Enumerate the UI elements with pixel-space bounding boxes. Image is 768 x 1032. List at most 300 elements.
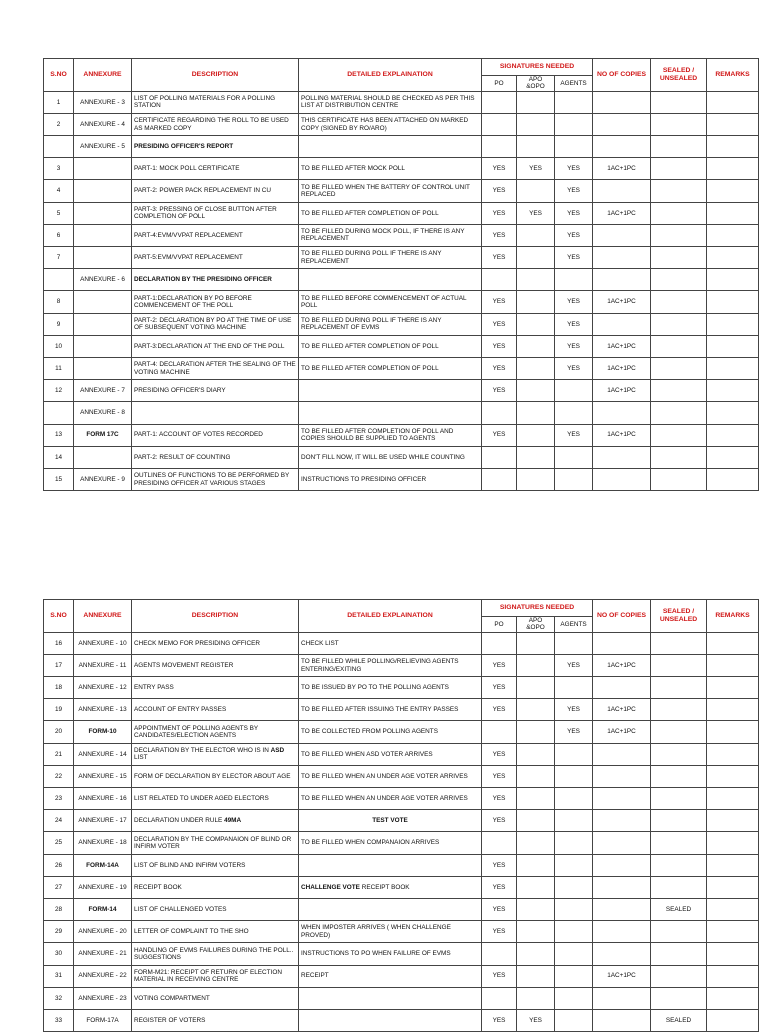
sealed-cell <box>651 987 707 1009</box>
apo-opo-signature-cell <box>517 699 555 721</box>
annexure-cell: ANNEXURE - 6 <box>74 269 132 291</box>
apo-opo-signature-cell <box>517 987 555 1009</box>
description-text: PART-4: DECLARATION AFTER THE SEALING OF THE VOTING MACHINE <box>134 361 296 376</box>
explanation-cell <box>299 291 482 313</box>
remarks-cell <box>707 402 759 424</box>
table-row <box>44 898 759 920</box>
table-row <box>44 699 759 721</box>
table-row <box>44 965 759 987</box>
header-signatures-needed: SIGNATURES NEEDED <box>482 59 593 76</box>
table-row <box>44 136 759 158</box>
description-text: CERTIFICATE REGARDING THE ROLL TO BE USED AS MARKED COPY <box>134 117 289 132</box>
table-row <box>44 721 759 743</box>
table-row <box>44 113 759 135</box>
explanation-cell <box>299 269 482 291</box>
sealed-cell <box>651 446 707 468</box>
po-signature-cell <box>482 113 517 135</box>
description-text: PART-3: PRESSING OF CLOSE BUTTON AFTER COMPLETION OF POLL <box>134 205 277 221</box>
copies-cell <box>593 1009 651 1031</box>
explanation-text: TO BE FILLED WHILE POLLING/RELIEVING AGENTS ENTERING/EXITING <box>301 658 459 673</box>
annexure-cell: ANNEXURE - 8 <box>74 402 132 424</box>
description-cell <box>132 965 299 987</box>
explanation-cell <box>299 765 482 787</box>
sealed-cell <box>651 158 707 180</box>
sealed-cell <box>651 832 707 854</box>
sno-cell: 33 <box>44 1009 74 1031</box>
description-text: APPOINTMENT OF POLLING AGENTS BY CANDIDATES/ELECTION AGENTS <box>134 724 259 740</box>
copies-cell: 1AC+1PC <box>593 357 651 379</box>
header-description: DESCRIPTION <box>132 59 299 92</box>
sno-cell: 8 <box>44 291 74 313</box>
sealed-cell <box>651 136 707 158</box>
description-cell <box>132 1009 299 1031</box>
table-row <box>44 446 759 468</box>
description-cell <box>132 357 299 379</box>
description-cell <box>132 136 299 158</box>
po-signature-cell: YES <box>482 788 517 810</box>
explanation-text: INSTRUCTIONS TO PO WHEN FAILURE OF EVMS <box>301 950 451 958</box>
annexure-cell: FORM 17C <box>74 424 132 446</box>
agents-signature-cell: YES <box>555 291 593 313</box>
explanation-text: WHEN IMPOSTER ARRIVES ( WHEN CHALLENGE PROVED) <box>301 924 451 939</box>
explanation-text: TO BE FILLED WHEN COMPANAION ARRIVES <box>301 839 440 847</box>
po-signature-cell <box>482 402 517 424</box>
table-row <box>44 380 759 402</box>
annexure-cell: ANNEXURE - 20 <box>74 921 132 943</box>
explanation-text: THIS CERTIFICATE HAS BEEN ATTACHED ON MARKED COPY (SIGNED BY RO/ARO) <box>301 117 469 132</box>
explanation-cell <box>299 402 482 424</box>
explanation-cell <box>299 357 482 379</box>
copies-cell <box>593 247 651 269</box>
explanation-cell <box>299 965 482 987</box>
po-signature-cell: YES <box>482 677 517 699</box>
annexure-cell: ANNEXURE - 12 <box>74 677 132 699</box>
apo-opo-signature-cell <box>517 91 555 113</box>
remarks-cell <box>707 943 759 965</box>
apo-opo-signature-cell <box>517 136 555 158</box>
po-signature-cell: YES <box>482 898 517 920</box>
agents-signature-cell: YES <box>555 335 593 357</box>
annexure-cell: ANNEXURE - 22 <box>74 965 132 987</box>
remarks-cell <box>707 247 759 269</box>
sealed-cell: SEALED <box>651 1009 707 1031</box>
remarks-cell <box>707 921 759 943</box>
apo-opo-signature-cell <box>517 721 555 743</box>
explanation-text: CHECK LIST <box>301 639 339 647</box>
description-cell <box>132 313 299 335</box>
po-signature-cell: YES <box>482 1009 517 1031</box>
apo-opo-signature-cell <box>517 269 555 291</box>
apo-opo-signature-cell <box>517 446 555 468</box>
remarks-cell <box>707 136 759 158</box>
agents-signature-cell <box>555 921 593 943</box>
explanation-text: TO BE FILLED AFTER ISSUING THE ENTRY PASSES <box>301 706 459 714</box>
copies-cell <box>593 921 651 943</box>
annexure-cell: ANNEXURE - 4 <box>74 113 132 135</box>
annexure-cell <box>74 224 132 246</box>
sno-cell: 26 <box>44 854 74 876</box>
sno-cell: 20 <box>44 721 74 743</box>
table-2-body <box>44 632 759 1031</box>
sealed-cell <box>651 380 707 402</box>
agents-signature-cell: YES <box>555 247 593 269</box>
description-text: PART-1: ACCOUNT OF VOTES RECORDED <box>134 431 263 439</box>
sealed-cell <box>651 854 707 876</box>
description-cell <box>132 91 299 113</box>
sealed-cell <box>651 313 707 335</box>
po-signature-cell: YES <box>482 158 517 180</box>
agents-signature-cell <box>555 402 593 424</box>
table-row <box>44 654 759 676</box>
copies-cell <box>593 677 651 699</box>
description-text: PART-2: POWER PACK REPLACEMENT IN CU <box>134 187 271 195</box>
copies-cell: 1AC+1PC <box>593 699 651 721</box>
description-text: FORM-M21: RECEIPT OF RETURN OF ELECTION MATERIAL IN RECEIVING CENTRE <box>134 968 282 984</box>
po-signature-cell <box>482 632 517 654</box>
table-row <box>44 765 759 787</box>
annexure-cell: ANNEXURE - 15 <box>74 765 132 787</box>
agents-signature-cell <box>555 765 593 787</box>
explanation-text: POLLING MATERIAL SHOULD BE CHECKED AS PER THIS LIST AT DISTRIBUTION CENTRE <box>301 94 475 110</box>
copies-cell <box>593 632 651 654</box>
header-remarks: REMARKS <box>707 600 759 633</box>
annexure-cell: ANNEXURE - 19 <box>74 876 132 898</box>
explanation-text: TO BE FILLED AFTER MOCK POLL <box>301 165 405 173</box>
annexure-cell: ANNEXURE - 7 <box>74 380 132 402</box>
remarks-cell <box>707 91 759 113</box>
apo-opo-signature-cell: YES <box>517 158 555 180</box>
remarks-cell <box>707 380 759 402</box>
annexure-cell <box>74 180 132 202</box>
description-text: HANDLING OF EVMS FAILURES DURING THE POLL.. SUGGESTIONS <box>134 946 294 961</box>
copies-cell: 1AC+1PC <box>593 654 651 676</box>
description-text: LIST OF CHALLENGED VOTES <box>134 905 227 913</box>
copies-cell <box>593 788 651 810</box>
annexure-cell <box>74 446 132 468</box>
explanation-text: TO BE FILLED BEFORE COMMENCEMENT OF ACTUAL POLL <box>301 294 467 309</box>
remarks-cell <box>707 446 759 468</box>
remarks-cell <box>707 291 759 313</box>
description-cell <box>132 632 299 654</box>
explanation-cell <box>299 699 482 721</box>
explanation-cell <box>299 788 482 810</box>
sno-cell: 6 <box>44 224 74 246</box>
apo-opo-signature-cell <box>517 402 555 424</box>
explanation-cell <box>299 202 482 224</box>
explanation-text: TO BE FILLED WHEN AN UNDER AGE VOTER ARRIVES <box>301 772 468 780</box>
sno-cell: 14 <box>44 446 74 468</box>
copies-cell <box>593 136 651 158</box>
remarks-cell <box>707 158 759 180</box>
annexure-cell <box>74 202 132 224</box>
table-row <box>44 269 759 291</box>
apo-opo-signature-cell <box>517 743 555 765</box>
apo-opo-signature-cell <box>517 468 555 490</box>
sno-cell <box>44 402 74 424</box>
description-cell <box>132 224 299 246</box>
po-signature-cell <box>482 832 517 854</box>
po-signature-cell <box>482 943 517 965</box>
table-row <box>44 424 759 446</box>
apo-opo-signature-cell: YES <box>517 202 555 224</box>
agents-signature-cell <box>555 136 593 158</box>
explanation-text: TO BE FILLED DURING POLL IF THERE IS ANY REPLACEMENT <box>301 250 442 265</box>
annexure-cell: FORM-14A <box>74 854 132 876</box>
agents-signature-cell <box>555 632 593 654</box>
explanation-cell <box>299 158 482 180</box>
remarks-cell <box>707 269 759 291</box>
agents-signature-cell: YES <box>555 313 593 335</box>
copies-cell <box>593 313 651 335</box>
sno-cell: 23 <box>44 788 74 810</box>
explanation-cell <box>299 224 482 246</box>
sealed-cell <box>651 743 707 765</box>
remarks-cell <box>707 224 759 246</box>
apo-opo-signature-cell <box>517 180 555 202</box>
header-sno: S.NO <box>44 59 74 92</box>
remarks-cell <box>707 202 759 224</box>
explanation-cell <box>299 632 482 654</box>
sno-cell: 4 <box>44 180 74 202</box>
description-text: ACCOUNT OF ENTRY PASSES <box>134 706 227 714</box>
sno-cell: 25 <box>44 832 74 854</box>
description-cell <box>132 247 299 269</box>
agents-signature-cell <box>555 446 593 468</box>
annexure-cell <box>74 291 132 313</box>
remarks-cell <box>707 987 759 1009</box>
explanation-cell <box>299 180 482 202</box>
explanation-cell <box>299 677 482 699</box>
remarks-cell <box>707 113 759 135</box>
explanation-cell <box>299 424 482 446</box>
explanation-text: TO BE FILLED AFTER COMPLETION OF POLL <box>301 209 439 217</box>
po-signature-cell <box>482 91 517 113</box>
remarks-cell <box>707 357 759 379</box>
explanation-cell <box>299 721 482 743</box>
po-signature-cell: YES <box>482 247 517 269</box>
agents-signature-cell: YES <box>555 224 593 246</box>
copies-cell: 1AC+1PC <box>593 291 651 313</box>
explanation-cell <box>299 987 482 1009</box>
sno-cell: 19 <box>44 699 74 721</box>
agents-signature-cell <box>555 965 593 987</box>
table-row <box>44 202 759 224</box>
description-cell <box>132 876 299 898</box>
sealed-cell <box>651 269 707 291</box>
description-text: DECLARATION UNDER RULE <box>134 817 225 825</box>
header-remarks: REMARKS <box>707 59 759 92</box>
agents-signature-cell <box>555 788 593 810</box>
annexure-cell: FORM-14 <box>74 898 132 920</box>
remarks-cell <box>707 654 759 676</box>
header-signatures-needed: SIGNATURES NEEDED <box>482 600 593 617</box>
remarks-cell <box>707 632 759 654</box>
agents-signature-cell: YES <box>555 721 593 743</box>
apo-opo-signature-cell <box>517 113 555 135</box>
explanation-cell <box>299 335 482 357</box>
explanation-text: TO BE ISSUED BY PO TO THE POLLING AGENTS <box>301 684 449 691</box>
description-highlight: 49MA <box>224 817 242 825</box>
apo-opo-signature-cell <box>517 654 555 676</box>
remarks-cell <box>707 677 759 699</box>
po-signature-cell <box>482 721 517 743</box>
apo-opo-signature-cell <box>517 832 555 854</box>
po-signature-cell: YES <box>482 765 517 787</box>
po-signature-cell: YES <box>482 654 517 676</box>
copies-cell <box>593 402 651 424</box>
description-cell <box>132 943 299 965</box>
copies-cell: 1AC+1PC <box>593 380 651 402</box>
agents-signature-cell <box>555 113 593 135</box>
copies-cell: 1AC+1PC <box>593 721 651 743</box>
sno-cell: 9 <box>44 313 74 335</box>
description-cell <box>132 810 299 832</box>
sealed-cell <box>651 291 707 313</box>
explanation-cell <box>299 313 482 335</box>
po-signature-cell: YES <box>482 380 517 402</box>
explanation-text: TO BE FILLED AFTER COMPLETION OF POLL <box>301 342 439 350</box>
description-cell <box>132 654 299 676</box>
sno-cell: 30 <box>44 943 74 965</box>
sealed-cell <box>651 632 707 654</box>
header-no-of-copies: NO OF COPIES <box>593 600 651 633</box>
description-cell <box>132 158 299 180</box>
description-cell <box>132 402 299 424</box>
table-row <box>44 313 759 335</box>
explanation-text: TO BE FILLED WHEN AN UNDER AGE VOTER ARRIVES <box>301 794 468 802</box>
annexure-cell: ANNEXURE - 13 <box>74 699 132 721</box>
explanation-text: TO BE FILLED WHEN THE BATTERY OF CONTROL UNIT REPLACED <box>301 183 470 199</box>
sealed-cell <box>651 91 707 113</box>
sealed-cell <box>651 335 707 357</box>
header-sno: S.NO <box>44 600 74 633</box>
sno-cell: 13 <box>44 424 74 446</box>
annexure-cell: ANNEXURE - 10 <box>74 632 132 654</box>
table-row <box>44 987 759 1009</box>
sealed-cell <box>651 357 707 379</box>
table-row <box>44 335 759 357</box>
description-text-end: LIST <box>134 754 148 762</box>
sealed-cell <box>651 699 707 721</box>
explanation-text: TO BE FILLED DURING MOCK POLL, IF THERE IS ANY REPLACEMENT <box>301 228 465 243</box>
apo-opo-signature-cell <box>517 247 555 269</box>
po-signature-cell: YES <box>482 854 517 876</box>
header-annexure: ANNEXURE <box>74 600 132 633</box>
agents-signature-cell <box>555 854 593 876</box>
explanation-cell <box>299 854 482 876</box>
remarks-cell <box>707 1009 759 1031</box>
header-detailed-explanation: DETAILED EXPLAINATION <box>299 59 482 92</box>
copies-cell <box>593 468 651 490</box>
description-cell <box>132 898 299 920</box>
sno-cell: 11 <box>44 357 74 379</box>
sno-cell: 18 <box>44 677 74 699</box>
explanation-text: TO BE FILLED WHEN ASD VOTER ARRIVES <box>301 750 433 758</box>
description-text: PRESIDING OFFICER'S DIARY <box>134 387 226 395</box>
description-cell <box>132 468 299 490</box>
copies-cell <box>593 876 651 898</box>
table-row <box>44 876 759 898</box>
annexure-cell: FORM-10 <box>74 721 132 743</box>
sealed-cell <box>651 677 707 699</box>
description-cell <box>132 921 299 943</box>
po-signature-cell: YES <box>482 424 517 446</box>
description-cell <box>132 424 299 446</box>
sealed-cell: SEALED <box>651 898 707 920</box>
explanation-cell <box>299 468 482 490</box>
explanation-cell <box>299 91 482 113</box>
annexure-cell <box>74 158 132 180</box>
apo-opo-signature-cell <box>517 810 555 832</box>
description-text: DECLARATION BY THE ELECTOR WHO IS IN <box>134 746 271 754</box>
description-text: PART-1: MOCK POLL CERTIFICATE <box>134 165 240 173</box>
po-signature-cell: YES <box>482 180 517 202</box>
description-cell <box>132 446 299 468</box>
annexure-table-2 <box>43 599 759 1032</box>
apo-opo-signature-cell <box>517 291 555 313</box>
description-cell <box>132 180 299 202</box>
description-cell <box>132 291 299 313</box>
description-text: PART-1:DECLARATION BY PO BEFORE COMMENCEMENT OF THE POLL <box>134 294 252 309</box>
annexure-cell: ANNEXURE - 16 <box>74 788 132 810</box>
agents-signature-cell: YES <box>555 202 593 224</box>
description-text: REGISTER OF VOTERS <box>134 1016 206 1024</box>
table-row <box>44 743 759 765</box>
remarks-cell <box>707 965 759 987</box>
copies-cell <box>593 91 651 113</box>
remarks-cell <box>707 765 759 787</box>
description-cell <box>132 269 299 291</box>
agents-signature-cell <box>555 810 593 832</box>
apo-opo-signature-cell: YES <box>517 1009 555 1031</box>
po-signature-cell: YES <box>482 291 517 313</box>
sealed-cell <box>651 788 707 810</box>
header-sealed-unsealed: SEALED / UNSEALED <box>651 59 707 92</box>
sno-cell: 10 <box>44 335 74 357</box>
explanation-text: RECEIPT BOOK <box>359 883 410 891</box>
agents-signature-cell <box>555 677 593 699</box>
po-signature-cell: YES <box>482 810 517 832</box>
table-row <box>44 677 759 699</box>
explanation-text: TO BE FILLED DURING POLL IF THERE IS ANY REPLACEMENT OF EVMS <box>301 316 442 332</box>
explanation-text: TEST VOTE <box>372 817 408 825</box>
header-sealed-unsealed: SEALED / UNSEALED <box>651 600 707 633</box>
copies-cell: 1AC+1PC <box>593 965 651 987</box>
sealed-cell <box>651 402 707 424</box>
description-cell <box>132 380 299 402</box>
sno-cell: 2 <box>44 113 74 135</box>
apo-opo-signature-cell <box>517 965 555 987</box>
header-agents: AGENTS <box>555 617 593 633</box>
sno-cell: 29 <box>44 921 74 943</box>
remarks-cell <box>707 743 759 765</box>
description-text: LIST OF POLLING MATERIALS FOR A POLLING STATION <box>134 94 276 110</box>
apo-opo-signature-cell <box>517 380 555 402</box>
po-signature-cell: YES <box>482 965 517 987</box>
apo-opo-signature-cell <box>517 898 555 920</box>
explanation-cell <box>299 446 482 468</box>
description-text: RECEIPT BOOK <box>134 883 182 891</box>
agents-signature-cell <box>555 91 593 113</box>
apo-opo-signature-cell <box>517 357 555 379</box>
sealed-cell <box>651 876 707 898</box>
description-cell <box>132 765 299 787</box>
sealed-cell <box>651 424 707 446</box>
explanation-text: TO BE COLLECTED FROM POLLING AGENTS <box>301 728 438 736</box>
description-highlight: ASD <box>270 746 285 754</box>
explanation-text: RECEIPT <box>301 972 329 980</box>
remarks-cell <box>707 854 759 876</box>
